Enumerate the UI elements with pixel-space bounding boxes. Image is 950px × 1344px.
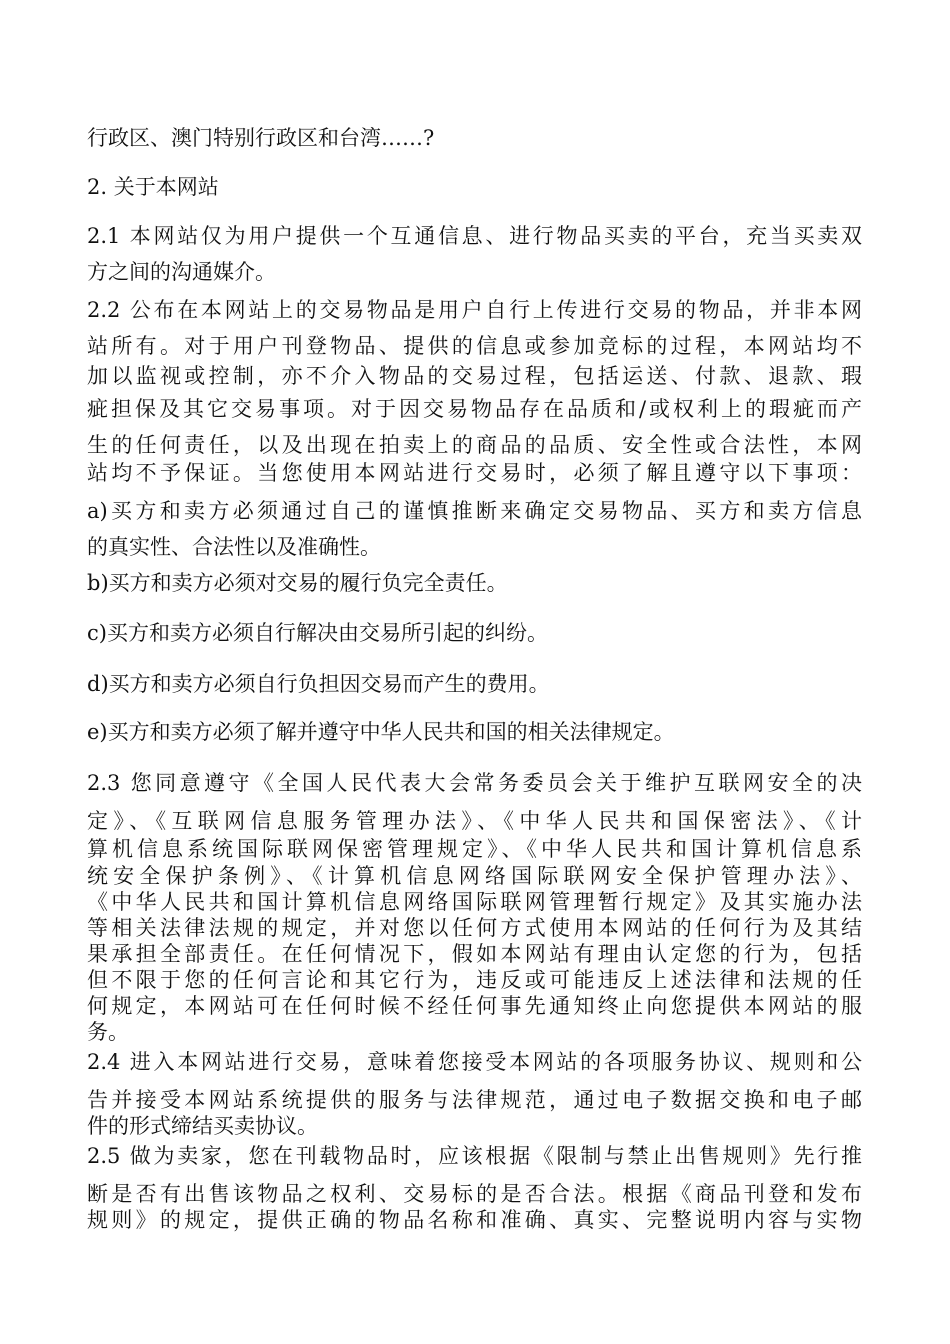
text-line: a)买方和卖方必须通过自己的谨慎推断来确定交易物品、买方和卖方信息 — [87, 499, 862, 523]
text-line: 站所有。对于用户刊登物品、提供的信息或参加竞标的过程，本网站均不 — [87, 334, 862, 358]
text-line: d)买方和卖方必须自行负担因交易而产生的费用。 — [87, 672, 550, 696]
text-line: 等相关法律法规的规定，并对您以任何方式使用本网站的任何行为及其结 — [87, 916, 862, 940]
text-line: e)买方和卖方必须了解并遵守中华人民共和国的相关法律规定。 — [87, 720, 675, 744]
text-line: 行政区、澳门特别行政区和台湾……? — [87, 126, 435, 150]
text-line: 果承担全部责任。在任何情况下，假如本网站有理由认定您的行为，包括 — [87, 942, 862, 966]
text-line: 统安全保护条例》、《计算机信息网络国际联网安全保护管理办法》、 — [87, 864, 862, 888]
text-line: 算机信息系统国际联网保密管理规定》、《中华人民共和国计算机信息系 — [87, 837, 862, 861]
text-line: 2.2 公布在本网站上的交易物品是用户自行上传进行交易的物品，并非本网 — [87, 298, 862, 322]
text-line: 2.1 本网站仅为用户提供一个互通信息、进行物品买卖的平台，充当买卖双 — [87, 224, 862, 248]
text-line: 方之间的沟通媒介。 — [87, 260, 276, 284]
text-line: 规则》的规定，提供正确的物品名称和准确、真实、完整说明内容与实物 — [87, 1208, 862, 1232]
text-line: 断是否有出售该物品之权利、交易标的是否合法。根据《商品刊登和发布 — [87, 1182, 862, 1206]
text-line: 何规定，本网站可在任何时候不经任何事先通知终止向您提供本网站的服 — [87, 994, 862, 1018]
text-line: 定》、《互联网信息服务管理办法》、《中华人民共和国保密法》、《计 — [87, 809, 862, 833]
text-line: 务。 — [87, 1020, 129, 1044]
text-line: 的真实性、合法性以及准确性。 — [87, 535, 381, 559]
section-heading: 2. 关于本网站 — [87, 175, 219, 199]
text-line: 《中华人民共和国计算机信息网络国际联网管理暂行规定》及其实施办法 — [87, 890, 862, 914]
text-line: 疵担保及其它交易事项。对于因交易物品存在品质和/或权利上的瑕疵而产 — [87, 397, 862, 421]
text-line: 生的任何责任，以及出现在拍卖上的商品的品质、安全性或合法性，本网 — [87, 433, 862, 457]
text-line: b)买方和卖方必须对交易的履行负完全责任。 — [87, 571, 508, 595]
text-line: 告并接受本网站系统提供的服务与法律规范，通过电子数据交换和电子邮 — [87, 1088, 862, 1112]
text-line: 2.5 做为卖家，您在刊载物品时，应该根据《限制与禁止出售规则》先行推 — [87, 1144, 862, 1168]
text-line: 站均不予保证。当您使用本网站进行交易时，必须了解且遵守以下事项： — [87, 461, 862, 485]
text-line: c)买方和卖方必须自行解决由交易所引起的纠纷。 — [87, 621, 548, 645]
text-line: 加以监视或控制，亦不介入物品的交易过程，包括运送、付款、退款、瑕 — [87, 364, 862, 388]
text-line: 但不限于您的任何言论和其它行为，违反或可能违反上述法律和法规的任 — [87, 968, 862, 992]
text-line: 2.3 您同意遵守《全国人民代表大会常务委员会关于维护互联网安全的决 — [87, 771, 862, 795]
text-line: 件的形式缔结买卖协议。 — [87, 1114, 318, 1138]
text-line: 2.4 进入本网站进行交易，意味着您接受本网站的各项服务协议、规则和公 — [87, 1050, 862, 1074]
